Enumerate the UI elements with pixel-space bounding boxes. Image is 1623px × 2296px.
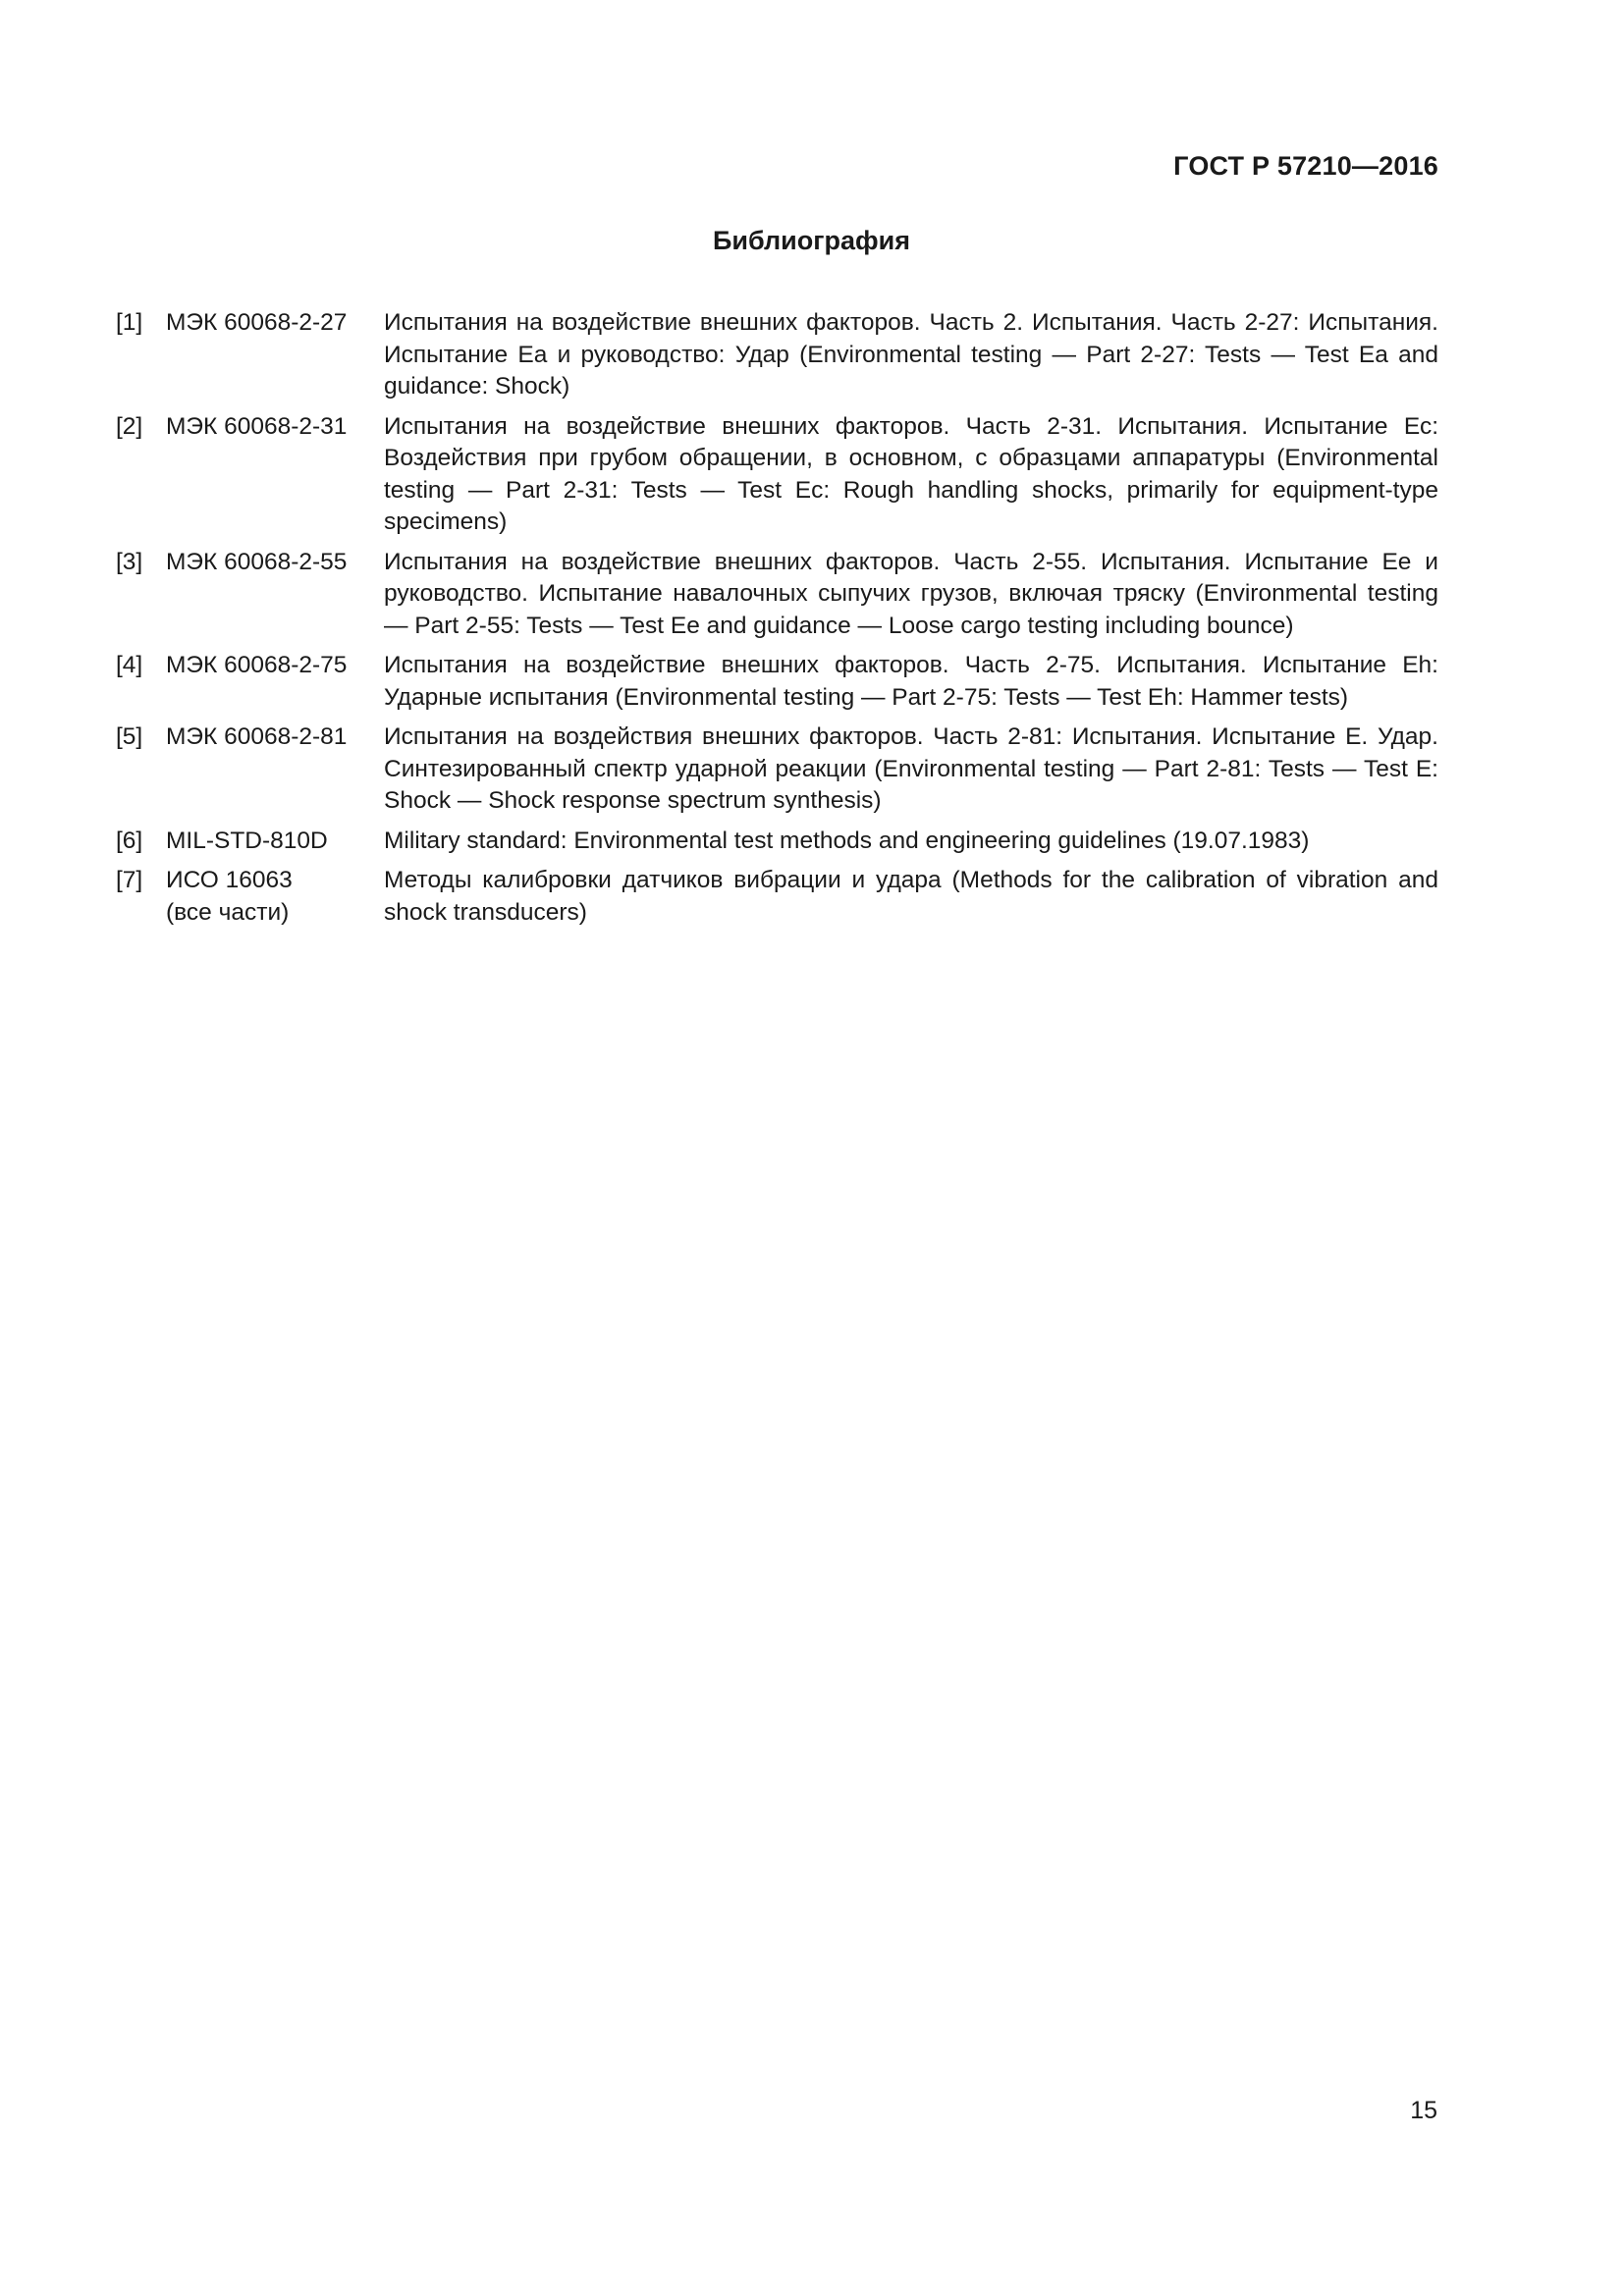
entry-reference (166, 547, 384, 579)
bibliography-entry-6 (116, 826, 1438, 858)
entry-number: [4] (116, 652, 143, 678)
entry-reference (166, 411, 384, 444)
entry-number: [6] (116, 827, 143, 854)
entry-reference-code: MIL-STD-810D (166, 827, 328, 854)
entry-description: Испытания на воздействие внешних факторов. Часть 2-31. Испытания. Испытание Ес: Воздействия при грубом обращении, в основном, с образцами аппаратуры (Environmental testing — Part 2-31: Tests — Test Ec: Rough handling shocks, primarily for equipment-type specimens) (384, 412, 1438, 535)
entry-number: [5] (116, 723, 143, 750)
entry-description: Испытания на воздействие внешних факторов. Часть 2-55. Испытания. Испытание Ее и руководство. Испытание навалочных сыпучих грузов, включая тряску (Environmental testing — Part 2-55: Tests — Test Ee and guidance — Loose cargo testing including bounce) (384, 548, 1438, 639)
bibliography-entry-1 (116, 307, 1438, 403)
entry-reference-code: МЭК 60068-2-75 (166, 652, 348, 678)
entry-reference (166, 307, 384, 340)
entry-reference (166, 826, 384, 858)
entry-reference (166, 721, 384, 754)
bibliography-entry-3 (116, 547, 1438, 643)
bibliography-entry-7 (116, 865, 1438, 929)
entry-reference (166, 650, 384, 682)
bibliography-entry-2 (116, 411, 1438, 539)
page-number: 15 (1410, 2097, 1437, 2124)
entry-number: [3] (116, 548, 143, 575)
entry-description: Испытания на воздействия внешних факторов. Часть 2-81: Испытания. Испытание Е. Удар. Синтезированный спектр ударной реакции (Environmental testing — Part 2-81: Tests — Test E: Shock — Shock response spectrum synthesis) (384, 723, 1438, 814)
entry-number: [7] (116, 867, 143, 893)
entry-description: Испытания на воздействие внешних факторов. Часть 2-75. Испытания. Испытание Eh: Ударные испытания (Environmental testing — Part 2-75: Tests — Test Eh: Hammer tests) (384, 652, 1438, 711)
entry-reference-scope: (все части) (166, 898, 290, 926)
entry-reference-code: ИСО 16063 (166, 867, 293, 893)
document-code: ГОСТ Р 57210—2016 (1173, 151, 1438, 181)
bibliography-entry-4 (116, 650, 1438, 714)
entry-reference-code: МЭК 60068-2-55 (166, 548, 348, 575)
bibliography-entry-5 (116, 721, 1438, 818)
entry-reference-code: МЭК 60068-2-81 (166, 723, 348, 750)
entry-description: Испытания на воздействие внешних факторов. Часть 2. Испытания. Часть 2-27: Испытания. Испытание Еа и руководство: Удар (Environmental testing — Part 2-27: Tests — Test Ea and guidance: Shock) (384, 309, 1438, 400)
entry-reference-code: МЭК 60068-2-27 (166, 309, 348, 336)
entry-description: Методы калибровки датчиков вибрации и удара (Methods for the calibration of vibration and shock transducers) (384, 867, 1438, 926)
entry-description: Military standard: Environmental test methods and engineering guidelines (19.07.1983) (384, 827, 1310, 854)
page-title: Библиография (713, 226, 910, 255)
bibliography-list (116, 307, 1438, 936)
entry-number: [1] (116, 309, 143, 336)
entry-reference (166, 865, 384, 929)
entry-reference-code: МЭК 60068-2-31 (166, 412, 348, 440)
entry-number: [2] (116, 412, 143, 440)
